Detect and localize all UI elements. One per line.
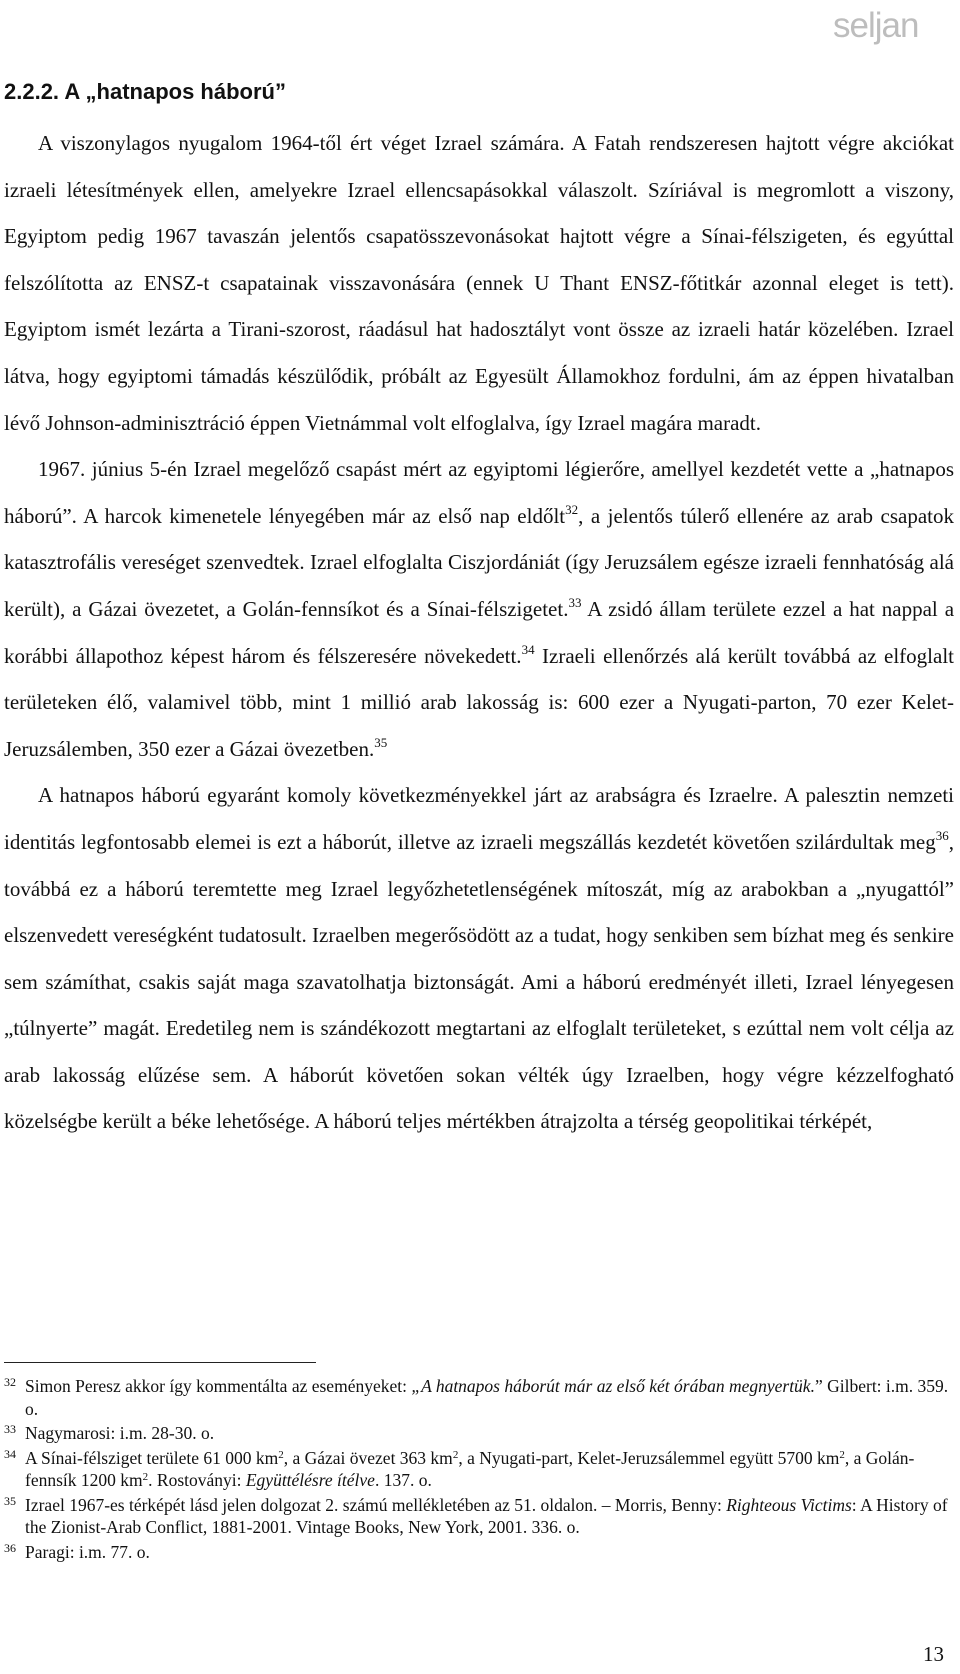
superscript: 2	[452, 1448, 459, 1461]
page-number: 13	[923, 1642, 944, 1666]
paragraph-text: , a jelentős túlerő ellenére az arab csapatok katasztrofális vereséget szenvedtek. Izrael elfoglalta Ciszjordániát (így Jeruzsálem egésze izraeli fennhatóság alá került), a Gázai övezetet, a Golán-fennsíkot és a Sínai-félszigetet.	[4, 503, 954, 621]
footnote-reference: 35	[374, 734, 388, 750]
footnote-separator	[4, 1362, 316, 1363]
footnote	[4, 1494, 954, 1539]
footnote-number: 33	[4, 1422, 16, 1436]
paragraph-text: A zsidó állam területe ezzel a hat nappal a korábbi állapothoz képest három és félszeresére növekedett.	[4, 596, 955, 668]
footnote	[4, 1422, 954, 1445]
footnote-number: 35	[4, 1493, 16, 1508]
footnote-text: , a Gázai övezet 363 km	[283, 1447, 453, 1468]
superscript: 2	[278, 1448, 284, 1461]
footnote	[4, 1375, 954, 1420]
paragraph-text: A viszonylagos nyugalom 1964-től ért véget Izrael számára. A Fatah rendszeresen hajtott végre akciókat izraeli létesítmények ellen, amelyekre Izrael ellencsapásokkal válaszolt. Szíriával is megromlott a viszony, Egyiptom pedig 1967 tavaszán jelentős csapatösszevonásokat hajtott végre a Sínai-félszigeten, és egyúttal felszólította az ENSZ-t csapatainak visszavonására (ennek U Thant ENSZ-főtitkár azonnal eleget is tett). Egyiptom ismét lezárta a Tirani-szorost, ráadásul hat hadosztályt vont össze az izraeli határ közelében. Izrael látva, hogy egyiptomi támadás készülődik, próbált az Egyesült Államokhoz fordulni, ám az éppen hivatalban lévő Johnson-adminisztráció éppen Vietnámmal volt elfoglalva, így Izrael magára maradt.	[4, 131, 954, 435]
paragraph-text: A hatnapos háború egyaránt komoly következményekkel járt az arabságra és Izraelre. A palesztin nemzeti identitás legfontosabb elemei is ezt a háborút, illetve az izraeli megszállás kezdetét követően szilárdultak meg	[4, 783, 954, 854]
footnote-number: 34	[4, 1446, 16, 1461]
footnote	[4, 1447, 954, 1492]
footnote-text: . Rostoványi:	[148, 1470, 246, 1490]
superscript: 2	[142, 1471, 149, 1483]
publisher-logo: seljan	[833, 6, 919, 45]
footnote-text: , a Nyugati-part, Kelet-Jeruzsálemmel együtt 5700 km	[458, 1447, 840, 1468]
body-text	[4, 120, 954, 1145]
paragraph	[4, 446, 954, 772]
footnote-text: A Sínai-félsziget területe 61 000 km	[25, 1447, 279, 1468]
footnote-reference: 36	[935, 827, 949, 843]
footnote-text: Nagymarosi: i.m. 28-30. o.	[25, 1423, 215, 1443]
paragraph-text: , továbbá ez a háború teremtette meg Izrael legyőzhetetlenségének mítoszát, míg az arabokban a „nyugattól” elszenvedett vereségként tudatosult. Izraelben megerősödött az a tudat, hogy senkiben sem bízhat meg és senkire sem számíthat, csakis saját maga szavatolhatja biztonságát. Ami a háború eredményét illeti, Izrael lényegesen „túlnyerte” magát. Eredetileg nem is szándékozott megtartani az elfoglalt területeket, s ezúttal nem volt célja az arab lakosság elűzése sem. A háborút követően sokan vélték úgy Izraelben, hogy végre kézzelfogható közelségbe került a béke lehetősége. A háború teljes mértékben átrajzolta a térség geopolitikai térképét,	[4, 829, 954, 1134]
paragraph	[4, 772, 954, 1145]
footnote-text: , a Golán-fennsík 1200 km	[25, 1447, 915, 1490]
footnote-italic-text: „A hatnapos háborút már az első két órában megnyertük.	[411, 1376, 815, 1396]
footnote-italic-text: Együttélésre ítélve	[245, 1470, 375, 1490]
paragraph	[4, 120, 954, 446]
footnote-text: Simon Peresz akkor így kommentálta az eseményeket:	[25, 1376, 412, 1396]
footnote-reference: 32	[565, 501, 579, 517]
footnote-number: 32	[4, 1375, 16, 1389]
footnote-text: : A History of the Zionist-Arab Conflict, 1881-2001. Vintage Books, New York, 2001. 336. o.	[25, 1494, 948, 1537]
footnote-reference: 34	[521, 641, 535, 657]
footnote-italic-text: Righteous Victims	[726, 1494, 852, 1515]
footnote-text: . 137. o.	[374, 1470, 432, 1490]
section-heading: 2.2.2. A „hatnapos háború”	[4, 79, 286, 104]
footnote-text: Izrael 1967-es térképét lásd jelen dolgozat 2. számú mellékletében az 51. oldalon. – Morris, Benny:	[25, 1494, 727, 1515]
footnote-text: Paragi: i.m. 77. o.	[25, 1541, 150, 1562]
paragraph-text: 1967. június 5-én Izrael megelőző csapást mért az egyiptomi légierőre, amellyel kezdetét vette a „hatnapos háború”. A harcok kimenetele lényegében már az első nap eldőlt	[4, 457, 954, 528]
footnote	[4, 1541, 954, 1564]
paragraph-text: Izraeli ellenőrzés alá került továbbá az elfoglalt területeken élő, valamivel több, mint 1 millió arab lakosság is: 600 ezer a Nyugati-parton, 70 ezer Kelet-Jeruzsálemben, 350 ezer a Gázai övezetben.	[4, 643, 954, 761]
footnote-text: ” Gilbert: i.m. 359. o.	[25, 1376, 949, 1419]
superscript: 2	[839, 1448, 845, 1461]
footnote-number: 36	[4, 1540, 16, 1555]
footnotes	[4, 1375, 954, 1565]
footnote-reference: 33	[568, 594, 582, 610]
